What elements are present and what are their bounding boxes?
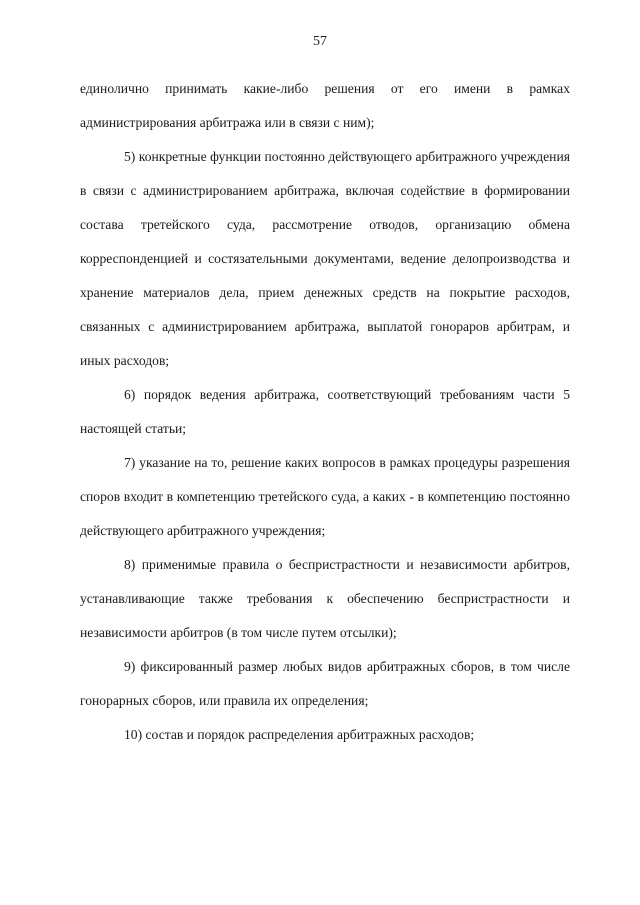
paragraph-item-8: 8) применимые правила о беспристрастности и независимости арбитров, устанавливающие также требования к обеспечению беспристрастности и независимости арбитров (в том числе путем отсылки);: [80, 557, 570, 640]
paragraph-item-5: 5) конкретные функции постоянно действующего арбитражного учреждения в связи с администрированием арбитража, включая содействие в формировании состава третейского суда, рассмотрение отводов, организацию обмена корреспонденцией и состязательными документами, ведение делопроизводства и хранение материалов дела, прием денежных средств на покрытие расходов, связанных с администрированием арбитража, выплатой гонораров арбитрам, и иных расходов;: [80, 149, 570, 368]
page-number: 57: [313, 34, 327, 49]
paragraph-item-9: 9) фиксированный размер любых видов арбитражных сборов, в том числе гонорарных сборов, или правила их определения;: [80, 659, 570, 708]
paragraph-continuation: единолично принимать какие-либо решения от его имени в рамках администрирования арбитража или в связи с ним);: [80, 81, 570, 130]
paragraph-item-6: 6) порядок ведения арбитража, соответствующий требованиям части 5 настоящей статьи;: [80, 387, 570, 436]
paragraph-item-7: 7) указание на то, решение каких вопросов в рамках процедуры разрешения споров входит в компетенцию третейского суда, а каких - в компетенцию постоянно действующего арбитражного учреждения;: [80, 455, 570, 538]
document-body: [80, 72, 570, 752]
paragraph-item-10: 10) состав и порядок распределения арбитражных расходов;: [124, 727, 475, 742]
